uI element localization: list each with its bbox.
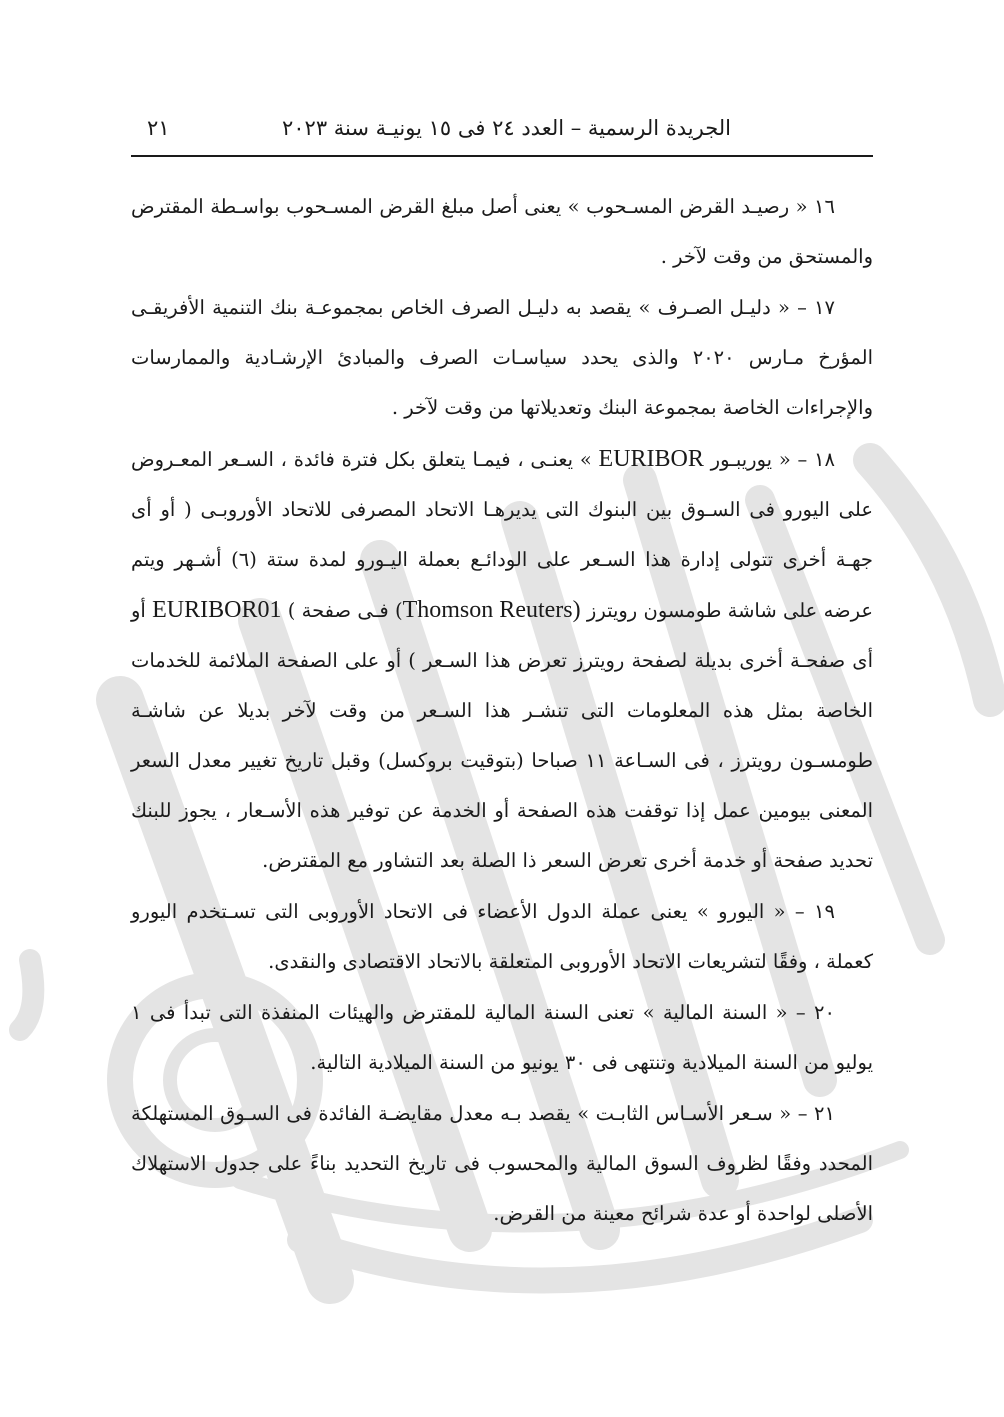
definition-17-text: ١٧ – « دليـل الصـرف » يقصد به دليـل الصرف الخاص بمجموعـة بنك التنمية الأفريقـى المؤرخ مـارس ٢٠٢٠ والذى يحدد سياسـات الصرف والمبادئ الإرشـادية والممارسات والإجراءات الخاصة بمجموعة البنك وتعديلاتها من وقت لآخر . (131, 296, 873, 419)
definition-18-text-d: أو أى صفحـة أخرى بديلة لصفحة رويترز تعرض هذا السـعر ) أو على الصفحة الملائمة للخدمات الخاصة بمثل هذه المعلومات التى تنشـر هذا السـعر من وقت لآخر بديلا عن شاشـة طومسـون رويترز ، فى السـاعة ١١ صباحا (بتوقيت بروكسل) وقبل تاريخ تغيير معدل السعر المعنى بيومين عمل إذا توقفت هذه الصفحة أو الخدمة عن توفير هذه الأسـعار ، يجوز للبنك تحديد صفحة أو خدمة أخرى تعرض السعر ذا الصلة بعد التشاور مع المقترض. (131, 599, 873, 872)
definition-21 (131, 1089, 873, 1239)
header-divider (131, 155, 873, 157)
definition-18 (131, 434, 873, 886)
definition-16 (131, 182, 873, 282)
euribor-term: EURIBOR (598, 446, 704, 472)
page-header (131, 112, 873, 152)
definition-19 (131, 887, 873, 987)
definition-21-text: ٢١ – « سـعر الأسـاس الثابـت » يقصد بـه معدل مقايضـة الفائدة فى السـوق المستهلكة المحدد وفقًا لظروف السوق المالية والمحسوب فى تاريخ التحديد بناءً على جدول الاستهلاك الأصلى لواحدة أو عدة شرائح معينة من القرض. (131, 1102, 873, 1225)
thomson-reuters-term: Thomson Reuters) (402, 597, 581, 623)
definition-16-text: ١٦ « رصيـد القرض المسـحوب » يعنى أصل مبلغ القرض المسـحوب بواسـطة المقترض والمستحق من وقت لآخر . (131, 195, 873, 268)
definition-20-text: ٢٠ – « السنة المالية » تعنى السنة المالية للمقترض والهيئات المنفذة التى تبدأ فى ١ يوليو من السنة الميلادية وتنتهى فى ٣٠ يونيو من السنة الميلادية التالية. (131, 1001, 873, 1074)
definition-20 (131, 988, 873, 1088)
document-body (131, 182, 873, 1240)
gazette-title: الجريدة الرسمية – العدد ٢٤ فى ١٥ يونيـة سنة ٢٠٢٣ (281, 116, 731, 140)
definition-19-text: ١٩ – « اليورو » يعنى عملة الدول الأعضاء فى الاتحاد الأوروبى التى تسـتخدم اليورو كعملة ، وفقًا لتشريعات الاتحاد الأوروبى المتعلقة بالاتحاد الاقتصادى والنقدى. (131, 900, 873, 973)
euribor01-term: EURIBOR01 (152, 597, 282, 623)
definition-18-text-a: ١٨ – « يوريبـور (703, 448, 835, 471)
definition-17 (131, 283, 873, 433)
definition-18-text-c: ) فـى صفحة ) (281, 599, 403, 622)
page-number: ٢١ (147, 116, 170, 140)
definition-18-text-b: » يعنـى ، فيمـا يتعلق بكل فترة فائدة ، السـعر المعـروض على اليورو فى السـوق بين البنوك التى يديرهـا الاتحاد المصرفى للاتحاد الأوروبـى ( أو أى جهـة أخرى تتولى إدارة هذا السـعر على الودائـع بعملة اليـورو لمدة ستة (٦) أشـهر ويتم عرضه على شاشة طومسون رويترز (131, 448, 873, 622)
